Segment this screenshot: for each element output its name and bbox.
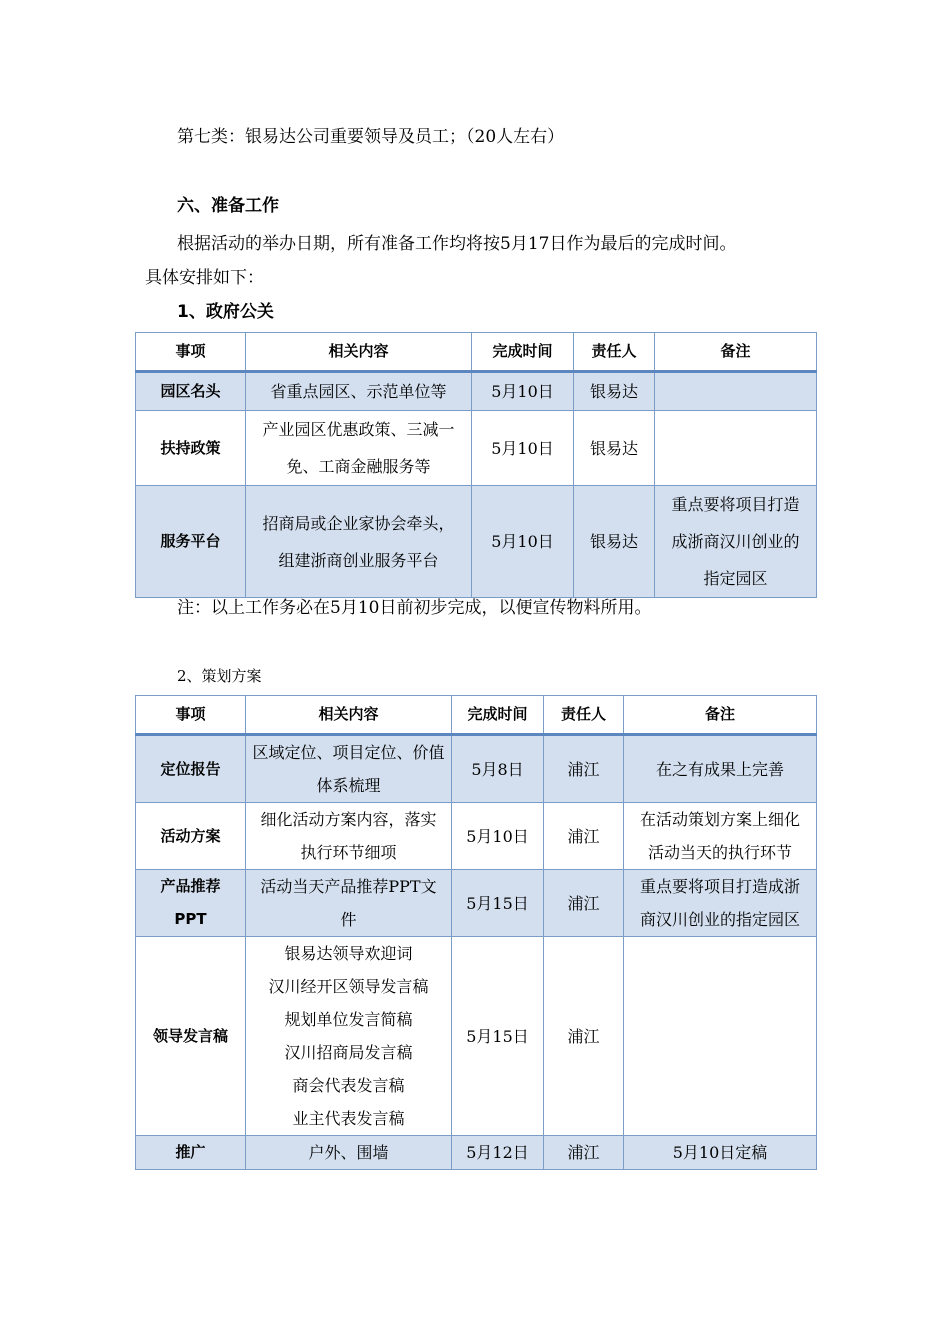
row-content: 银易达领导欢迎词 汉川经开区领导发言稿 规划单位发言简稿 汉川招商局发言稿 商会代表发言稿 业主代表发言稿 — [246, 937, 452, 1136]
row-note: 在活动策划方案上细化 活动当天的执行环节 — [624, 803, 817, 870]
row-content: 户外、围墙 — [246, 1136, 452, 1170]
row-note — [624, 937, 817, 1136]
table-row — [136, 486, 817, 598]
header-item: 事项 — [136, 696, 246, 735]
intro-paragraph-line1: 根据活动的举办日期，所有准备工作均将按5月17日作为最后的完成时间。 — [177, 234, 737, 254]
header-note: 备注 — [655, 333, 817, 372]
table1-footnote: 注：以上工作务必在5月10日前初步完成，以便宣传物料所用。 — [177, 598, 652, 618]
row-item: 服务平台 — [136, 486, 246, 598]
row-time: 5月12日 — [452, 1136, 544, 1170]
row-item: 活动方案 — [136, 803, 246, 870]
header-time: 完成时间 — [452, 696, 544, 735]
table-header-row — [136, 333, 817, 372]
planning-scheme-table — [135, 695, 817, 1170]
row-item: 推广 — [136, 1136, 246, 1170]
row-owner: 浦江 — [544, 870, 624, 937]
row-note: 重点要将项目打造 成浙商汉川创业的 指定园区 — [655, 486, 817, 598]
row-time: 5月10日 — [472, 411, 574, 486]
header-item: 事项 — [136, 333, 246, 372]
row-note: 5月10日定稿 — [624, 1136, 817, 1170]
table-row — [136, 937, 817, 1136]
row-item: 园区名头 — [136, 372, 246, 411]
table-row — [136, 803, 817, 870]
table-row — [136, 372, 817, 411]
row-content: 细化活动方案内容，落实 执行环节细项 — [246, 803, 452, 870]
row-time: 5月10日 — [452, 803, 544, 870]
row-time: 5月8日 — [452, 735, 544, 803]
row-content: 活动当天产品推荐PPT文 件 — [246, 870, 452, 937]
row-content: 招商局或企业家协会牵头， 组建浙商创业服务平台 — [246, 486, 472, 598]
row-note: 在之有成果上完善 — [624, 735, 817, 803]
row-item: 定位报告 — [136, 735, 246, 803]
row-note — [655, 372, 817, 411]
row-time: 5月10日 — [472, 486, 574, 598]
table-row — [136, 735, 817, 803]
table-row — [136, 411, 817, 486]
header-time: 完成时间 — [472, 333, 574, 372]
row-owner: 浦江 — [544, 735, 624, 803]
row-content: 区域定位、项目定位、价值 体系梳理 — [246, 735, 452, 803]
category-seven-line: 第七类：银易达公司重要领导及员工；（20人左右） — [177, 127, 565, 147]
header-owner: 责任人 — [544, 696, 624, 735]
section-heading: 六、准备工作 — [177, 196, 279, 216]
table-row — [136, 1136, 817, 1170]
header-owner: 责任人 — [574, 333, 655, 372]
row-owner: 银易达 — [574, 411, 655, 486]
header-note: 备注 — [624, 696, 817, 735]
row-owner: 银易达 — [574, 486, 655, 598]
row-item: 扶持政策 — [136, 411, 246, 486]
header-content: 相关内容 — [246, 333, 472, 372]
row-note: 重点要将项目打造成浙 商汉川创业的指定园区 — [624, 870, 817, 937]
row-time: 5月15日 — [452, 870, 544, 937]
row-owner: 浦江 — [544, 803, 624, 870]
header-content: 相关内容 — [246, 696, 452, 735]
subsection-1-heading: 1、政府公关 — [177, 302, 274, 322]
row-note — [655, 411, 817, 486]
row-item: 领导发言稿 — [136, 937, 246, 1136]
intro-paragraph-line2: 具体安排如下： — [145, 268, 264, 288]
row-time: 5月15日 — [452, 937, 544, 1136]
subsection-2-heading: 2、策划方案 — [177, 667, 262, 685]
row-item: 产品推荐 PPT — [136, 870, 246, 937]
table-header-row — [136, 696, 817, 735]
government-relations-table — [135, 332, 817, 598]
row-owner: 浦江 — [544, 1136, 624, 1170]
row-content: 省重点园区、示范单位等 — [246, 372, 472, 411]
table-row — [136, 870, 817, 937]
row-time: 5月10日 — [472, 372, 574, 411]
row-owner: 银易达 — [574, 372, 655, 411]
row-owner: 浦江 — [544, 937, 624, 1136]
row-content: 产业园区优惠政策、三减一 免、工商金融服务等 — [246, 411, 472, 486]
